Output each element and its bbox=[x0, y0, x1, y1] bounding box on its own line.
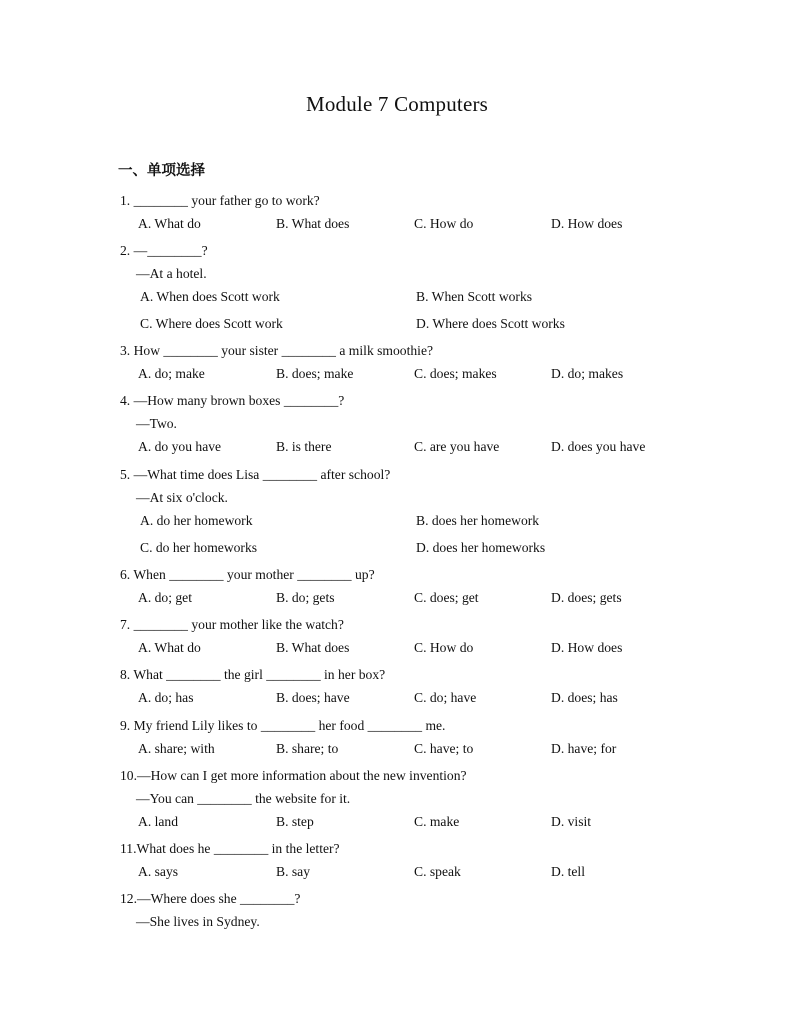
answer-option: D. visit bbox=[551, 814, 592, 829]
answer-option: A. do; make bbox=[138, 366, 205, 381]
answer-option: A. land bbox=[138, 814, 179, 829]
answer-option: C. How do bbox=[414, 640, 474, 655]
answer-option: A. do; get bbox=[138, 590, 192, 605]
page-title: Module 7 Computers bbox=[305, 92, 489, 116]
answer-option: A. do her homework bbox=[140, 513, 253, 528]
question-stem: 6. When ________ your mother ________ up? bbox=[120, 567, 375, 582]
answer-option: D. does; gets bbox=[551, 590, 622, 605]
answer-option: C. Where does Scott work bbox=[140, 316, 283, 331]
question-response: —At a hotel. bbox=[136, 266, 207, 281]
question-stem: 5. —What time does Lisa ________ after school? bbox=[120, 467, 391, 482]
answer-option: B. step bbox=[276, 814, 314, 829]
answer-option: C. does; get bbox=[414, 590, 479, 605]
answer-option: B. does; make bbox=[276, 366, 354, 381]
answer-option: A. do; has bbox=[138, 690, 194, 705]
question-stem: 7. ________ your mother like the watch? bbox=[120, 617, 344, 632]
answer-option: D. How does bbox=[551, 640, 623, 655]
answer-option: C. have; to bbox=[414, 741, 474, 756]
answer-option: B. What does bbox=[276, 216, 350, 231]
answer-option: A. share; with bbox=[138, 741, 215, 756]
answer-option: A. When does Scott work bbox=[140, 289, 280, 304]
section-heading: 一、单项选择 bbox=[118, 163, 205, 179]
answer-option: C. do; have bbox=[414, 690, 477, 705]
answer-option: D. How does bbox=[551, 216, 623, 231]
question-response: —At six o'clock. bbox=[136, 490, 228, 505]
answer-option: B. What does bbox=[276, 640, 350, 655]
answer-option: C. do her homeworks bbox=[140, 540, 258, 555]
question-response: —She lives in Sydney. bbox=[136, 914, 260, 929]
answer-option: B. does; have bbox=[276, 690, 350, 705]
answer-option: A. What do bbox=[138, 640, 201, 655]
question-stem: 1. ________ your father go to work? bbox=[120, 193, 320, 208]
answer-option: D. Where does Scott works bbox=[416, 316, 565, 331]
question-stem: 3. How ________ your sister ________ a milk smoothie? bbox=[120, 343, 434, 358]
answer-option: A. do you have bbox=[138, 439, 222, 454]
question-stem: 10.—How can I get more information about the new invention? bbox=[120, 768, 467, 783]
question-stem: 8. What ________ the girl ________ in her box? bbox=[120, 667, 386, 682]
answer-option: C. How do bbox=[414, 216, 474, 231]
answer-option: B. is there bbox=[276, 439, 332, 454]
question-stem: 2. —________? bbox=[120, 243, 208, 258]
question-stem: 11.What does he ________ in the letter? bbox=[120, 841, 340, 856]
answer-option: C. does; makes bbox=[414, 366, 497, 381]
question-response: —You can ________ the website for it. bbox=[136, 791, 351, 806]
answer-option: C. speak bbox=[414, 864, 461, 879]
answer-option: B. share; to bbox=[276, 741, 339, 756]
answer-option: C. make bbox=[414, 814, 460, 829]
answer-option: B. do; gets bbox=[276, 590, 335, 605]
answer-option: D. do; makes bbox=[551, 366, 624, 381]
answer-option: D. tell bbox=[551, 864, 585, 879]
answer-option: D. does you have bbox=[551, 439, 646, 454]
answer-option: A. says bbox=[138, 864, 179, 879]
question-stem: 9. My friend Lily likes to ________ her food ________ me. bbox=[120, 718, 446, 733]
answer-option: A. What do bbox=[138, 216, 201, 231]
question-stem: 12.—Where does she ________? bbox=[120, 891, 301, 906]
answer-option: C. are you have bbox=[414, 439, 500, 454]
answer-option: B. When Scott works bbox=[416, 289, 533, 304]
question-stem: 4. —How many brown boxes ________? bbox=[120, 393, 345, 408]
answer-option: B. say bbox=[276, 864, 310, 879]
answer-option: D. have; for bbox=[551, 741, 617, 756]
answer-option: B. does her homework bbox=[416, 513, 540, 528]
answer-option: D. does; has bbox=[551, 690, 618, 705]
question-response: —Two. bbox=[136, 416, 177, 431]
answer-option: D. does her homeworks bbox=[416, 540, 546, 555]
